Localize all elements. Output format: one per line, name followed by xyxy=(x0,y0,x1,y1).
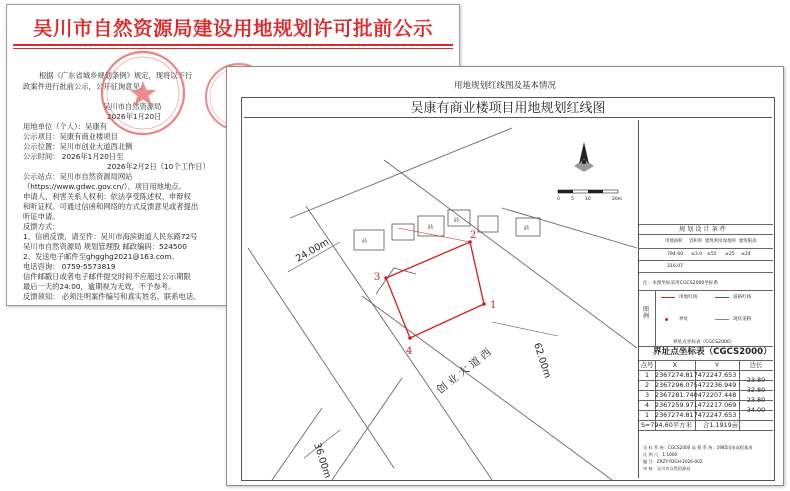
building-outline xyxy=(478,216,498,232)
deadline-note-1: 信件邮戳日或者电子邮件提交时间不应超过公示期限 xyxy=(23,272,191,281)
table-rule xyxy=(639,224,773,225)
scale-tick: 5 xyxy=(571,197,574,202)
vertex-label-1: 1 xyxy=(490,300,497,311)
design-value: ≥25 xyxy=(725,252,735,257)
feedback-letter: 1、信函反馈，请至件：吴川市海滨街道人民东路72号 xyxy=(23,232,198,241)
design-value: 794.60 xyxy=(667,252,684,257)
footer-line: 审 核：吴川市自然资源局 xyxy=(643,466,691,471)
edge-length: 34.00 xyxy=(746,406,766,414)
site-label: 公示站点：吴川市自然资源局网站 xyxy=(23,172,133,181)
vertex-label-3: 3 xyxy=(374,272,381,283)
scale-bar xyxy=(557,190,622,202)
parcel-red-line xyxy=(386,242,484,338)
footer-line: 编 号：ZRZY-YDGH-2026-002 xyxy=(643,459,703,464)
rights-line-2: 和听证权。可通过信函和网络的方式反馈意见或者提出 xyxy=(23,202,199,211)
org-name: 吴川市自然资源局 xyxy=(103,102,162,111)
road-width-label-right: 62.00m xyxy=(531,341,553,380)
building-outline xyxy=(376,268,416,294)
vertex-marker xyxy=(408,336,412,340)
site-map xyxy=(242,98,638,480)
period-end: 2026年2月2日（10个工作日） xyxy=(107,162,210,171)
coord-point: 3 xyxy=(644,391,650,399)
coord-y: 472236.949 xyxy=(697,381,737,389)
table-rule xyxy=(639,260,773,261)
footer-line: 比 例 尺：1:1000 xyxy=(643,452,678,457)
plan-sheet xyxy=(226,66,784,486)
sheet-title: 用地规划红线图及基本情况 xyxy=(453,81,556,91)
table-rule xyxy=(639,290,773,291)
coord-y: 472247.653 xyxy=(697,411,737,419)
legend-swatch-blue-line xyxy=(715,297,729,298)
design-header: 用地面积 xyxy=(665,239,683,244)
edge-length: 32.80 xyxy=(746,386,766,394)
design-header: 绿地率 xyxy=(723,239,737,244)
design-header: 建筑密度 xyxy=(705,239,723,244)
road-edge xyxy=(248,248,394,468)
coord-header: 边长 xyxy=(749,361,763,369)
design-value: ≤55 xyxy=(707,252,717,257)
coord-y: 472217.069 xyxy=(697,401,737,409)
coord-y: 472207.448 xyxy=(697,391,737,399)
project-location: 公示位置：吴川市创业大道西北侧 xyxy=(23,142,133,151)
title-rule-thin xyxy=(13,48,453,49)
legend-label: 界址 xyxy=(679,317,689,322)
coord-table-title: 界址点坐标表（CGCS2000） xyxy=(653,347,772,357)
area-mu: 合1.1919亩 xyxy=(703,421,739,429)
design-value: ≤3.0 xyxy=(691,252,703,257)
coord-point: 4 xyxy=(644,401,650,409)
map-title: 吴康有商业楼项目用地规划红线图 xyxy=(244,100,772,118)
area-square-meters: S=794.60平方米 xyxy=(641,421,692,429)
design-header: 容积率 xyxy=(689,239,703,244)
legend-title: 图 例 xyxy=(643,306,650,320)
coord-x: 2367296.075 xyxy=(655,381,698,389)
feedback-label: 反馈方式： xyxy=(23,222,60,231)
parcel-vertices xyxy=(384,240,486,340)
coord-header: 点号 xyxy=(640,361,654,369)
vertex-marker xyxy=(384,276,388,280)
design-conditions-title: 规 划 设 计 条 件 xyxy=(679,226,726,233)
coord-table-caption: 界址点坐标表（CGCS2000） xyxy=(673,340,735,345)
feedback-address: 吴川市自然资源局 规划管理股 邮政编码：524500 xyxy=(23,242,187,251)
vertex-label-4: 4 xyxy=(406,346,413,357)
feedback-email[interactable]: 2、发送电子邮件至ghgghg2021@163.com。 xyxy=(23,252,179,261)
road-width-label-bottom: 36.00m xyxy=(311,441,333,480)
drawing-frame xyxy=(241,97,775,481)
coord-header: Y xyxy=(715,361,719,369)
coord-x: 2367281.740 xyxy=(655,391,698,399)
coord-y: 472247.653 xyxy=(697,371,737,379)
building-outline xyxy=(354,230,384,250)
road-edge xyxy=(502,208,637,248)
building-label: 砖 xyxy=(362,239,368,245)
intro-line-1: 根据《广东省城乡规划条例》规定，现将以下行 xyxy=(39,71,193,80)
building-outline xyxy=(392,224,414,240)
site-url[interactable]: （https://www.gdwc.gov.cn/）、项目用地地点。 xyxy=(23,182,186,191)
deadline-note-2: 最后一天的24:00，逾期视为无效，不予参考。 xyxy=(23,282,176,291)
rights-line-1: 申请人、利害关系人权利：依法享受陈述权、申辩权 xyxy=(23,192,191,201)
table-rule xyxy=(639,272,773,273)
coord-x: 2367274.817 xyxy=(655,371,698,379)
coord-x: 2367274.817 xyxy=(655,411,698,419)
table-rule xyxy=(639,234,773,235)
scale-tick: 0 xyxy=(557,197,560,202)
road-edge xyxy=(290,128,512,218)
footer-line: 坐 标 系 统：CGCS2000 高 程 系 统：1985国家高程基准 xyxy=(643,445,753,450)
period-start: 公示时间： 2026年1月20日至 xyxy=(23,152,124,161)
road-edge xyxy=(384,160,637,348)
table-rule xyxy=(639,430,773,431)
road-edges xyxy=(248,128,637,480)
north-arrow-icon xyxy=(574,142,594,172)
table-rule xyxy=(655,290,656,346)
notice-title: 吴川市自然资源局建设用地规划许可批前公示 xyxy=(32,17,433,40)
intro-line-2: 政案件进行批前公示，公开征询意见。 xyxy=(23,82,148,91)
table-rule xyxy=(639,248,773,249)
building-label: 砖 xyxy=(454,218,460,224)
legend-note: 注：本图坐标采用CGCS2000坐标系 xyxy=(643,281,719,286)
dimension-lines xyxy=(288,242,558,458)
legend-swatch-vertex xyxy=(665,318,668,321)
coord-point: 2 xyxy=(644,381,650,389)
notice-date: 2026年1月20日 xyxy=(107,112,162,121)
legend-label: 用地红线 xyxy=(679,295,698,300)
phone-inquiry: 电话咨询： 0759-5573819 xyxy=(23,262,116,271)
legend-swatch-red-line xyxy=(661,297,675,298)
legend-label: 现状道路 xyxy=(733,317,752,322)
road-name-label: 创 业 大 道 西 xyxy=(434,346,494,397)
design-value: ≤24 xyxy=(741,252,751,257)
scale-tick: 10 xyxy=(585,197,591,202)
scale-tick: 20m xyxy=(612,197,623,202)
vertex-label-2: 2 xyxy=(470,230,477,241)
edge-length: 23.80 xyxy=(746,396,766,404)
official-seal-icon xyxy=(99,49,187,137)
edge-length: 23.80 xyxy=(746,376,766,384)
coord-point: 1 xyxy=(644,371,650,379)
design-header: 建筑限高 xyxy=(739,239,757,244)
road-edge xyxy=(306,206,492,480)
road-edge xyxy=(362,296,612,480)
dimension-line xyxy=(492,322,558,336)
rights-line-3: 听证申请。 xyxy=(23,212,60,221)
coord-point: 1 xyxy=(644,411,650,419)
feedback-rules-1: 反馈须知： 必须注明案件编号和真实姓名、联系电话、 xyxy=(23,292,201,301)
road-width-label-top: 24.00m xyxy=(294,236,332,265)
building-label: 砖 xyxy=(524,226,530,232)
vertex-marker xyxy=(482,302,486,306)
coord-x: 2367259.971 xyxy=(655,401,698,409)
info-panel xyxy=(638,120,773,478)
coord-header: X xyxy=(672,361,678,369)
legend-label: 道路红线 xyxy=(733,295,752,300)
project-name: 公示项目：吴康有商业楼项目 xyxy=(23,132,118,141)
design-value: 316.07 xyxy=(667,264,684,269)
building-label: 砖 xyxy=(428,225,434,231)
legend-swatch-grey-line xyxy=(715,319,729,320)
table-rule xyxy=(739,360,740,430)
title-rule xyxy=(13,44,453,46)
applicant: 用地单位（个人）：吴康有 xyxy=(23,122,107,131)
